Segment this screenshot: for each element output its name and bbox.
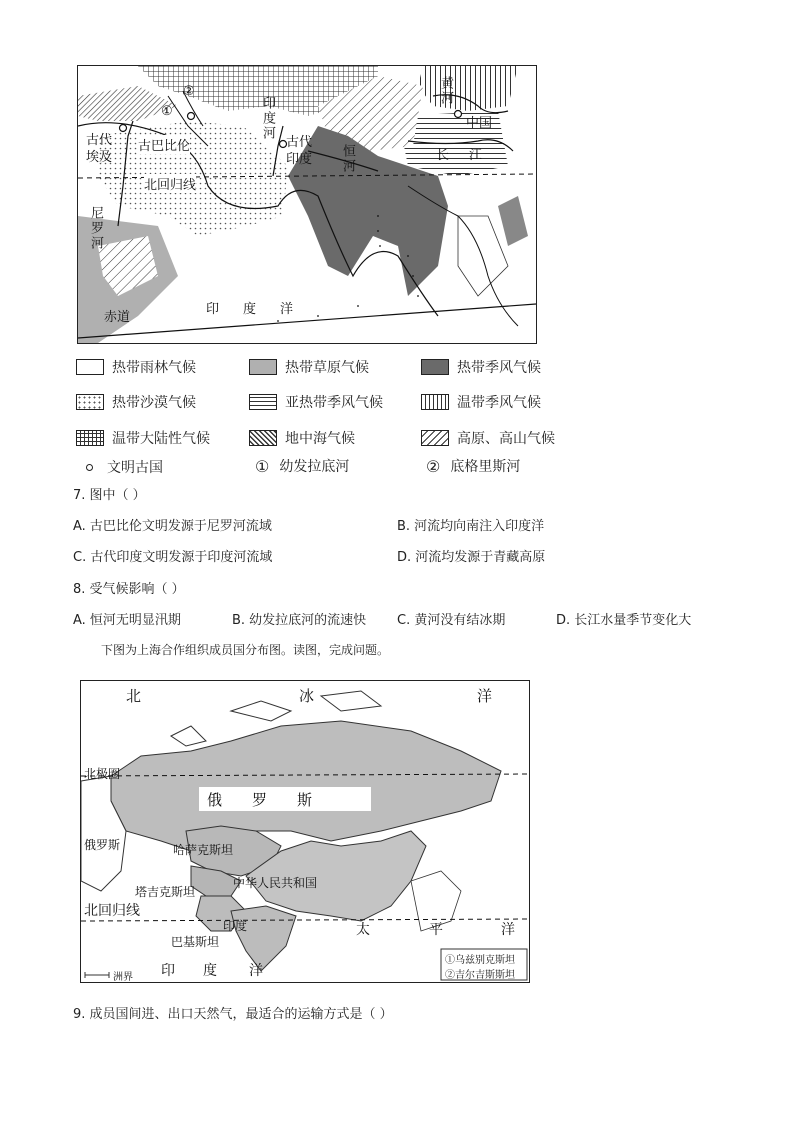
map1-label-equator: 赤道 — [104, 310, 131, 325]
legend-item-continental — [76, 428, 210, 448]
legend-item-mediterranean — [249, 428, 355, 448]
legend-symbol: ① — [255, 456, 270, 476]
legend-label: 高原、高山气候 — [457, 431, 555, 447]
map1-label-china: 中国 — [466, 116, 493, 131]
legend-item-euphrates — [255, 456, 349, 476]
map2-legend-uzbekistan: ①乌兹别克斯坦 — [445, 955, 515, 966]
legend-item-subtropical-monsoon — [249, 392, 383, 412]
question-8-option-c[interactable]: C. 黄河没有结冰期 — [397, 613, 506, 628]
map1-label-indus: 印度河 — [260, 96, 275, 141]
legend-item-monsoon — [421, 357, 541, 377]
legend-item-tigris — [426, 456, 520, 476]
legend-item-desert — [76, 392, 196, 412]
question-7-stem: 7. 图中（ ） — [73, 488, 146, 503]
question-7-option-b[interactable]: B. 河流均向南注入印度洋 — [397, 519, 545, 534]
legend-swatch — [76, 430, 104, 446]
legend-swatch — [421, 430, 449, 446]
map1-label-babylon: 古巴比伦 — [138, 135, 190, 154]
map1-label-egypt: 古代埃及 — [86, 133, 113, 165]
legend-label: 地中海气候 — [285, 431, 355, 447]
ancient-civ-circle-icon — [86, 464, 93, 471]
map1-label-nile: 尼罗河 — [88, 206, 103, 251]
map2-label-china: 中华人民共和国 — [233, 876, 318, 890]
question-7-option-a[interactable]: A. 古巴比伦文明发源于尼罗河流域 — [73, 519, 272, 534]
question-7-option-d[interactable]: D. 河流均发源于青藏高原 — [397, 550, 546, 565]
question-8-option-d[interactable]: D. 长江水量季节变化大 — [556, 613, 692, 628]
legend-label: 热带草原气候 — [285, 360, 369, 376]
map2-label-tropic: 北回归线 — [84, 903, 140, 919]
legend-item-temperate-monsoon — [421, 392, 541, 412]
map2-label-pacific-tai: 太 — [356, 922, 370, 938]
map1-label-ganges: 恒河 — [340, 144, 355, 174]
map2-label-boundary: 洲界 — [113, 972, 133, 983]
map2-label-kazakhstan: 哈萨克斯坦 — [173, 843, 234, 857]
legend-swatch — [249, 359, 277, 375]
legend-swatch — [249, 394, 277, 410]
map2-label-indian-du: 度 — [203, 963, 217, 979]
map2-label-russia: 俄 罗 斯 — [207, 791, 313, 809]
question-8-option-b[interactable]: B. 幼发拉底河的流速快 — [232, 613, 367, 628]
legend-symbol: ② — [426, 456, 441, 476]
legend-label: 温带季风气候 — [457, 395, 541, 411]
map2-legend-kyrgyzstan: ②吉尔吉斯斯坦 — [445, 970, 515, 981]
legend-swatch — [249, 430, 277, 446]
legend-label: 亚热带季风气候 — [285, 395, 383, 411]
legend-item-savanna — [249, 357, 369, 377]
legend-swatch — [76, 359, 104, 375]
legend-label: 热带季风气候 — [457, 360, 541, 376]
map2-label-north: 北 — [126, 687, 142, 705]
sco-map-graphic — [81, 681, 529, 982]
map2-label-indian-yang: 洋 — [249, 963, 263, 979]
legend-label: 温带大陆性气候 — [112, 431, 210, 447]
map2-label-pakistan: 巴基斯坦 — [171, 935, 220, 949]
section-intro: 下图为上海合作组织成员国分布图。读图，完成问题。 — [101, 643, 390, 657]
sco-member-map — [80, 680, 530, 983]
map1-label-yellow-river: 黄河 — [438, 76, 453, 106]
question-8-stem: 8. 受气候影响（ ） — [73, 582, 185, 597]
legend-label: 文明古国 — [107, 460, 163, 476]
legend-swatch — [421, 359, 449, 375]
legend-label: 热带雨林气候 — [112, 360, 196, 376]
legend-swatch — [421, 394, 449, 410]
question-7-option-c[interactable]: C. 古代印度文明发源于印度河流域 — [73, 550, 273, 565]
question-9-stem: 9. 成员国间进、出口天然气，最适合的运输方式是（ ） — [73, 1007, 393, 1022]
legend-item-rainforest — [76, 357, 196, 377]
map1-label-num2: ② — [183, 84, 195, 99]
legend-item-highland — [421, 428, 555, 448]
map1-label-tropic: 北回归线 — [144, 174, 196, 193]
legend-item-ancient — [86, 457, 163, 477]
legend-label: 热带沙漠气候 — [112, 395, 196, 411]
map1-label-yangtze: 长江 — [436, 148, 503, 163]
legend-swatch — [76, 394, 104, 410]
map2-label-ice: 冰 — [299, 687, 315, 705]
map2-label-pacific-yang: 洋 — [501, 922, 515, 938]
question-8-option-a[interactable]: A. 恒河无明显汛期 — [73, 613, 181, 628]
map1-label-indian-ocean: 印度洋 — [206, 302, 318, 317]
map2-label-india: 印度 — [223, 919, 248, 933]
map2-label-arctic-circle: 北极圈 — [84, 767, 121, 781]
map2-label-pacific-ping: 平 — [429, 922, 443, 938]
climate-civilization-map — [77, 65, 537, 344]
map1-label-india: 古代印度 — [286, 135, 313, 167]
map2-label-ocean: 洋 — [477, 687, 493, 705]
legend-label: 幼发拉底河 — [279, 459, 350, 475]
map1-label-num1: ① — [161, 104, 173, 119]
map2-label-tajikistan: 塔吉克斯坦 — [135, 885, 196, 899]
legend-label: 底格里斯河 — [450, 459, 521, 475]
map2-label-indian-yin: 印 — [161, 963, 175, 979]
map2-label-russia-left: 俄罗斯 — [84, 838, 121, 852]
